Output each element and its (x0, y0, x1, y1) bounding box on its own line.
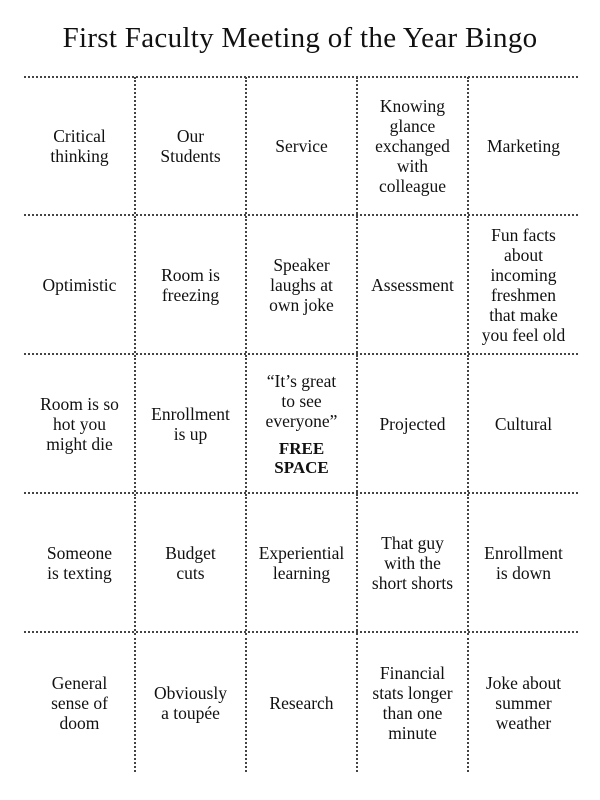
bingo-cell[interactable]: That guy with the short shorts (356, 494, 467, 631)
free-space-cell[interactable] (245, 355, 356, 492)
bingo-cell[interactable]: Room is freezing (134, 216, 245, 353)
bingo-cell[interactable]: Speaker laughs at own joke (245, 216, 356, 353)
bingo-cell[interactable]: Projected (356, 355, 467, 492)
bingo-cell[interactable]: Obviously a toupée (134, 633, 245, 772)
bingo-cell[interactable]: Someone is texting (46, 542, 113, 583)
bingo-row (24, 494, 578, 633)
bingo-board (24, 77, 578, 770)
bingo-cell[interactable]: Optimistic (42, 274, 117, 295)
bingo-cell[interactable]: Fun facts about incoming freshmen that make you feel old (467, 216, 578, 353)
bingo-cell[interactable]: General sense of doom (51, 672, 108, 733)
bingo-cell[interactable]: Experiential learning (245, 494, 356, 631)
bingo-cell[interactable]: Assessment (356, 216, 467, 353)
bingo-row (24, 633, 578, 772)
bingo-cell[interactable]: Financial stats longer than one minute (356, 633, 467, 772)
bingo-cell[interactable]: Cultural (467, 355, 578, 492)
bingo-cell[interactable]: Research (245, 633, 356, 772)
bingo-row (24, 77, 578, 216)
free-space-label: FREE SPACE (274, 438, 329, 477)
bingo-cell[interactable]: Room is so hot you might die (40, 393, 119, 454)
bingo-row (24, 216, 578, 355)
bingo-cell[interactable]: Service (245, 77, 356, 214)
bingo-row (24, 355, 578, 494)
bingo-cell[interactable]: Marketing (467, 77, 578, 214)
bingo-cell[interactable]: Our Students (134, 77, 245, 214)
bingo-cell[interactable]: Budget cuts (134, 494, 245, 631)
free-space-content (266, 371, 338, 477)
page-title: First Faculty Meeting of the Year Bingo (62, 22, 538, 54)
bingo-cell[interactable]: Enrollment is up (134, 355, 245, 492)
free-space-quote: “It’s great to see everyone” (265, 370, 338, 431)
bingo-cell[interactable]: Critical thinking (50, 125, 109, 166)
bingo-cell[interactable]: Enrollment is down (467, 494, 578, 631)
bingo-cell[interactable]: Knowing glance exchanged with colleague (356, 77, 467, 214)
bingo-cell[interactable]: Joke about summer weather (467, 633, 578, 772)
